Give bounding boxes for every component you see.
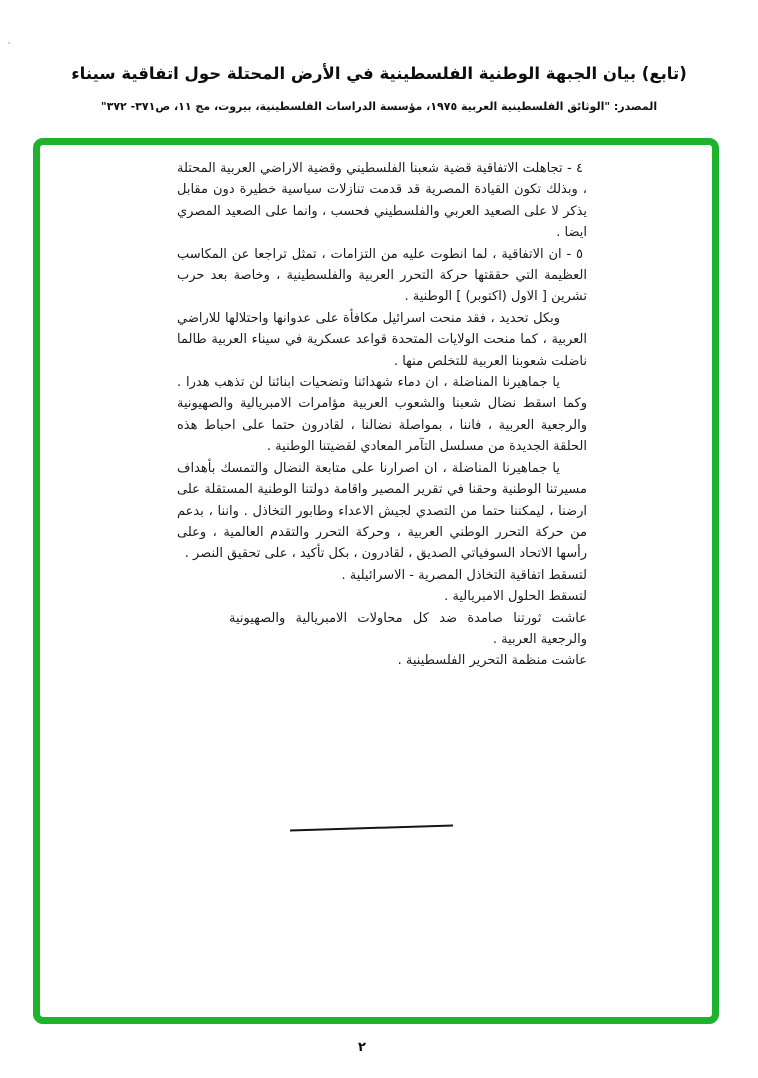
slogan-down-with-agreement: لتسقط اتفاقية التخاذل المصرية - الاسرائيلية . xyxy=(341,567,587,583)
paragraph-4: ٤ - تجاهلت الاتفاقية قضية شعبنا الفلسطيني وقضية الاراضي العربية المحتلة ، وبذلك تكون القيادة المصرية قد قدمت تنازلات سياسية خطيرة دون مقابل يذكر لا على الصعيد العربي والفلسطيني فحسب ، وانما على الصعيد المصري ايضا . xyxy=(177,161,587,241)
slogan-long-live-revolution: عاشت ثورتنا صامدة ضد كل محاولات الامبريالية والصهيونية والرجعية العربية . xyxy=(229,610,587,647)
slogan-long-live-plo: عاشت منظمة التحرير الفلسطينية . xyxy=(397,653,587,669)
slogan-down-with-solutions: لتسقط الحلول الامبريالية . xyxy=(444,589,587,605)
paragraph-specifics: وبكل تحديد ، فقد منحت اسرائيل مكافأة على عدوانها واحتلالها للاراضي العربية ، كما منحت الولايات المتحدة قواعد عسكرية في سيناء العربية طالما ناضلت شعوبنا العربية للتخلص منها . xyxy=(177,310,587,369)
paragraph-5: ٥ - ان الاتفاقية ، لما انطوت عليه من التزامات ، تمثل تراجعا عن المكاسب العظيمة التي حققتها حركة التحرر العربية والفلسطينية ، وخاصة بعد حرب تشرين [ الاول (اكتوبر) ] الوطنية . xyxy=(177,246,587,305)
source-citation: المصدر: "الوثائق الفلسطينية العربية ١٩٧٥، مؤسسة الدراسات الفلسطينية، بيروت، مج ١١، ص٣٧١- ٣٧٢" xyxy=(100,100,658,113)
page-number: ٢ xyxy=(358,1040,366,1055)
paragraph-masses-2: يا جماهيرنا المناضلة ، ان اصرارنا على متابعة النضال والتمسك بأهداف مسيرتنا الوطنية وحقنا في تقرير المصير واقامة دولتنا الوطنية المستقلة على ارضنا ، ليمكننا حتما من التصدي لجيش الاعداء وطابور التخاذل . واننا ، بدعم من حركة التحرر الوطني العربية ، وحركة التحرر والتقدم العالمية ، وعلى رأسها الاتحاد السوفياتي الصديق ، لقادرون ، بكل تأكيد ، على تحقيق النصر . xyxy=(177,460,587,562)
page-title: (تابع) بيان الجبهة الوطنية الفلسطينية في الأرض المحتلة حول اتفاقية سيناء xyxy=(71,64,687,83)
paragraph-masses-1: يا جماهيرنا المناضلة ، ان دماء شهدائنا وتضحيات ابنائنا لن تذهب هدرا . وكما اسقط نضال شعبنا والشعوب العربية مؤامرات الامبريالية والصهيونية والرجعية العربية ، فاننا ، بمواصلة نضالنا ، لقادرون حتما على احباط هذه الحلقة الجديدة من مسلسل التآمر المعادي لقضيتنا الوطنية . xyxy=(177,375,587,455)
document-text-column xyxy=(177,158,587,672)
scan-noise-speck xyxy=(8,42,10,44)
